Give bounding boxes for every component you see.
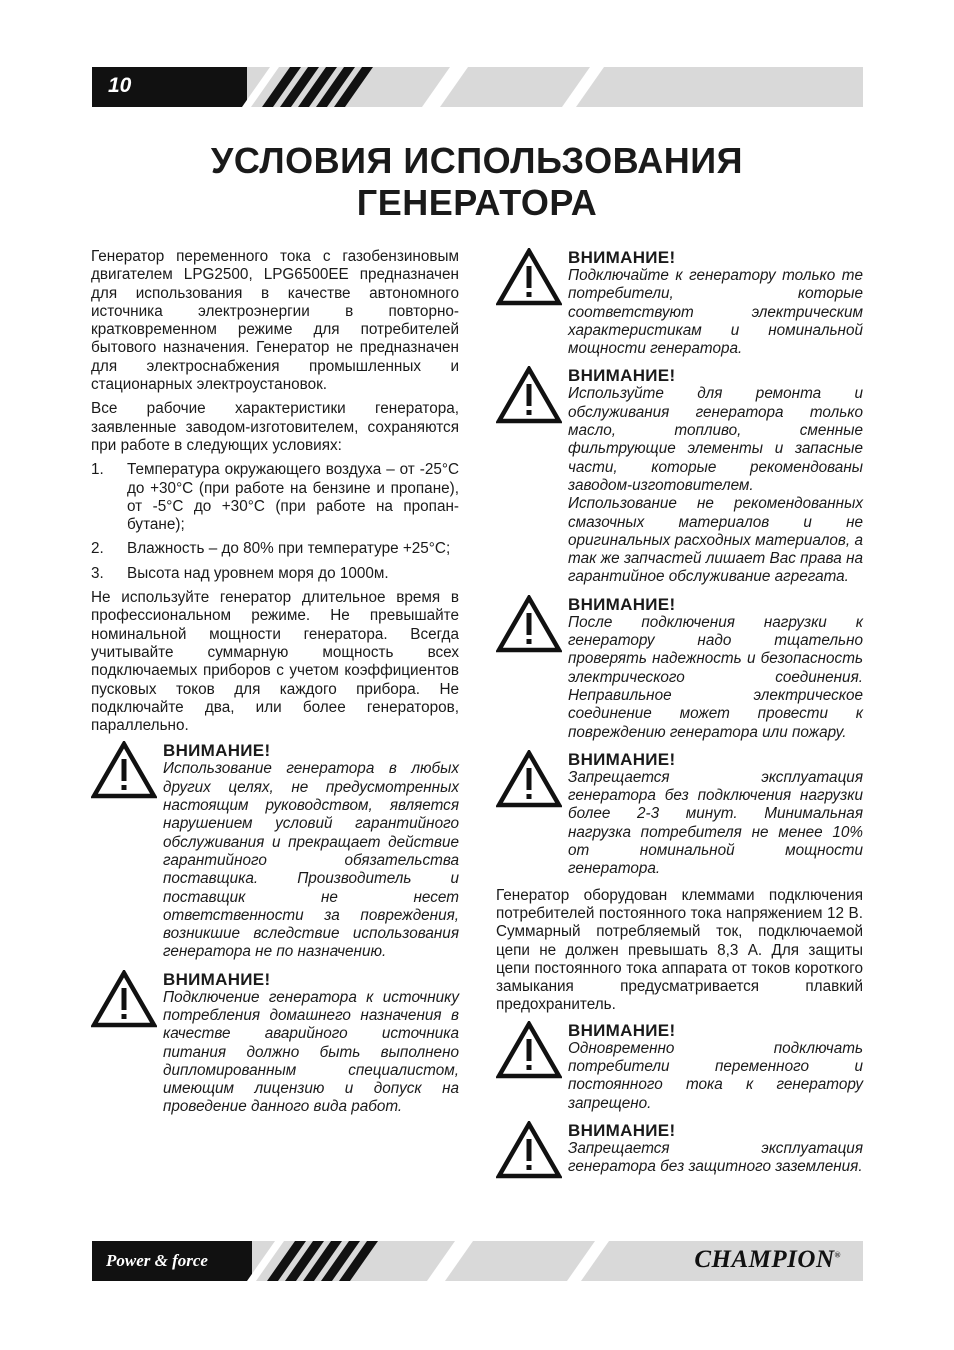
- list-text: Высота над уровнем моря до 1000м.: [127, 564, 389, 582]
- conditions-paragraph: Все рабочие характеристики генератора, заявленные заводом-изготовителем, сохраняются при работе в следующих условиях:: [91, 400, 459, 454]
- warning-triangle-icon: [496, 366, 562, 424]
- warning-block: [91, 741, 459, 961]
- list-item: [91, 540, 459, 558]
- stripe-gap: [562, 67, 604, 107]
- warning-triangle-icon: [496, 750, 562, 808]
- brand-logo: [694, 1246, 841, 1274]
- warning-title: ВНИМАНИЕ!: [568, 594, 676, 614]
- warning-text: Использование генератора в любых других целях, не предусмотренных настоящим руководством, является нарушением условий гарантийного обслуживания и прекращает действие гарантийного обязательства поставщика. Производитель и поставщик не несет ответственности за повреждения, возникшие вследствие использования генератора не по назначению.: [163, 760, 459, 961]
- warning-text: Запрещается эксплуатация генератора без защитного заземления.: [568, 1139, 863, 1176]
- brand-name: CHAMPION: [694, 1246, 835, 1273]
- warning-triangle-icon: [91, 741, 157, 799]
- warning-title: ВНИМАНИЕ!: [568, 1120, 676, 1140]
- list-number: 1.: [91, 461, 104, 479]
- warning-block: [91, 970, 459, 1117]
- left-column: [91, 248, 459, 1125]
- registered-mark: ®: [834, 1250, 841, 1260]
- footer-tagline: Power & force: [106, 1251, 208, 1270]
- title-line-2: ГЕНЕРАТОРА: [356, 182, 598, 223]
- list-item: [91, 461, 459, 534]
- warning-title: ВНИМАНИЕ!: [568, 248, 676, 267]
- warning-block: [496, 366, 863, 586]
- warning-title: ВНИМАНИЕ!: [568, 366, 676, 386]
- list-number: 2.: [91, 540, 104, 558]
- warning-text: После подключения нагрузки к генератору надо тщательно проверять надежность и безопасность электрического соединения. Неправильное электрическое соединение может провести к повреждению генератора или пожару.: [568, 613, 863, 741]
- stripe-gap: [427, 1241, 473, 1281]
- footer-band: [92, 1241, 863, 1281]
- warning-triangle-icon: [496, 1021, 562, 1079]
- list-number: 3.: [91, 564, 104, 582]
- warning-title: ВНИМАНИЕ!: [568, 749, 676, 769]
- warning-triangle-icon: [91, 970, 157, 1028]
- conditions-list: [91, 461, 459, 583]
- dc-terminals-paragraph: Генератор оборудован клеммами подключения потребителей постоянного тока напряжением 12 В. Суммарный потребляемый ток, подключаемой цепи не должен превышать 8,3 А. Для защиты цепи постоянного тока аппарата от токов короткого замыкания предусматривается плавкий предохранитель.: [496, 886, 863, 1014]
- title-line-1: УСЛОВИЯ ИСПОЛЬЗОВАНИЯ: [210, 140, 744, 181]
- right-column: [496, 248, 863, 1187]
- warning-title: ВНИМАНИЕ!: [568, 1020, 676, 1040]
- page-title: [0, 140, 954, 224]
- warning-triangle-icon: [496, 595, 562, 653]
- warning-block: [496, 595, 863, 742]
- warning-block: [496, 1121, 863, 1179]
- warning-text: Подключайте к генератору только те потребители, которые соответствуют электрическим характеристикам и номинальной мощности генератора.: [568, 267, 863, 358]
- warning-text: Подключение генератора к источнику потребления домашнего назначения в качестве аварийного источника питания должно быть выполнено дипломированным специалистом, имеющим лицензию и допуск на проведение данного вида работ.: [163, 988, 459, 1116]
- warning-triangle-icon: [496, 248, 562, 306]
- list-text: Температура окружающего воздуха – от -25°C до +30°C (при работе на бензине и пропане), от -5°C до +30°C (при работе на пропан-бутане);: [127, 461, 459, 534]
- page-number: 10: [108, 74, 132, 97]
- warning-text: Одновременно подключать потребители переменного и постоянного тока к генератору запрещено.: [568, 1039, 863, 1112]
- stripe-gap: [567, 1241, 609, 1281]
- usage-paragraph: Не используйте генератор длительное время в профессиональном режиме. Не превышайте номинальной мощности генератора. Всегда учитывайте суммарную мощность всех подключаемых приборов с учетом коэффициентов пусковых токов для каждого прибора. Не подключайте два, или более генераторов, параллельно.: [91, 589, 459, 735]
- list-item: [91, 565, 459, 583]
- warning-title: ВНИМАНИЕ!: [163, 741, 271, 761]
- warning-triangle-icon: [496, 1121, 562, 1179]
- header-band: [92, 67, 863, 107]
- warning-title: ВНИМАНИЕ!: [163, 969, 271, 989]
- intro-paragraph: Генератор переменного тока с газобензиновым двигателем LPG2500, LPG6500EE предназначен для использования в качестве автономного источника электроэнергии в повторно-кратковременном режиме для потребителей бытового назначения. Генератор не предназначен для электроснабжения промышленных и стационарных электроустановок.: [91, 248, 459, 394]
- warning-text: Используйте для ремонта и обслуживания генератора только масло, топливо, сменные фильтрующие элементы и запасные части, которые рекомендованы заводом-изготовителем. Использование не рекомендованных смазочных материалов и не оригинальных расходных материалов, а так же запчастей лишает Вас права на гарантийное обслуживание агрегата.: [568, 385, 863, 586]
- warning-block: [496, 248, 863, 358]
- warning-text: Запрещается эксплуатация генератора без подключения нагрузки более 2-3 минут. Минимальная нагрузка потребителя не менее 10% от номинальной мощности генератора.: [568, 768, 863, 878]
- warning-block: [496, 1021, 863, 1113]
- warning-block: [496, 750, 863, 879]
- stripe-gap: [422, 67, 468, 107]
- list-text: Влажность – до 80% при температуре +25°C;: [127, 540, 451, 558]
